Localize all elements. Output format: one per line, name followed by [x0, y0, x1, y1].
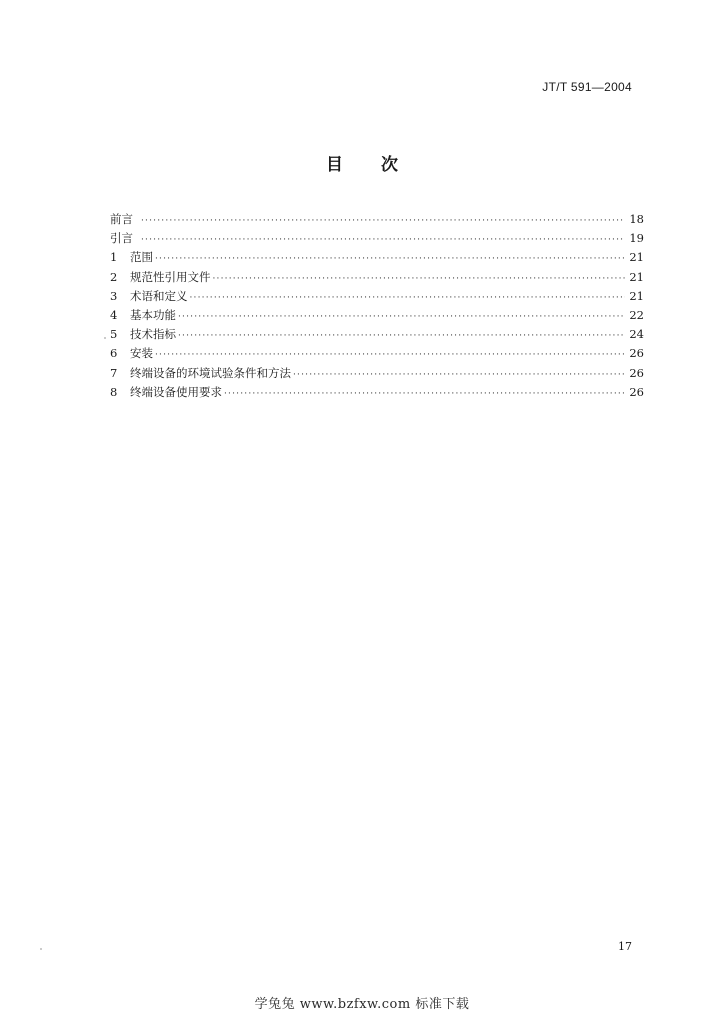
page-number: 17	[618, 940, 632, 953]
toc-entry-page: 21	[629, 269, 644, 284]
toc-entry-introduction[interactable]	[110, 229, 644, 248]
toc-leader-dots	[213, 270, 626, 289]
toc-entry-number: 3	[110, 288, 118, 303]
toc-entry-label: 术语和定义	[130, 288, 188, 303]
toc-entry-normative-references[interactable]	[110, 268, 644, 287]
toc-entry-page: 21	[629, 288, 644, 303]
toc-leader-dots	[224, 385, 625, 404]
toc-entry-label: 引言	[110, 231, 133, 246]
toc-entry-technical-indicators[interactable]	[110, 325, 644, 344]
toc-entry-number: 8	[110, 384, 118, 399]
toc-entry-number: 1	[110, 250, 118, 265]
toc-leader-dots	[293, 366, 625, 385]
toc-entry-label: 技术指标	[130, 327, 176, 342]
toc-entry-label: 终端设备使用要求	[130, 384, 222, 399]
toc-leader-dots	[178, 308, 625, 327]
toc-leader-dots	[190, 289, 626, 308]
toc-entry-number: 5	[110, 327, 118, 342]
toc-leader-dots	[178, 327, 625, 346]
toc-entry-number: 7	[110, 365, 118, 380]
toc-entry-label: 终端设备的环境试验条件和方法	[130, 365, 291, 380]
toc-leader-dots	[155, 250, 625, 269]
toc-entry-foreword[interactable]	[110, 210, 644, 229]
toc-entry-label: 范围	[130, 250, 153, 265]
toc-entry-basic-functions[interactable]	[110, 306, 644, 325]
toc-entry-scope[interactable]	[110, 248, 644, 267]
toc-entry-page: 26	[629, 365, 644, 380]
page-title: 目次	[326, 155, 436, 175]
toc-entry-page: 18	[629, 212, 644, 226]
toc-leader-dots	[141, 212, 625, 231]
toc-entry-label: 前言	[110, 212, 133, 226]
table-of-contents	[110, 210, 644, 402]
toc-entry-usage-requirements[interactable]	[110, 383, 644, 402]
toc-entry-label: 安装	[130, 346, 153, 361]
footer-watermark: 学兔兔 www.bzfxw.com 标准下载	[254, 997, 470, 1012]
toc-entry-label: 基本功能	[130, 307, 176, 322]
toc-leader-dots	[141, 231, 625, 250]
toc-entry-page: 24	[629, 327, 644, 342]
toc-entry-page: 22	[629, 307, 644, 322]
toc-entry-installation[interactable]	[110, 344, 644, 363]
toc-entry-terms-definitions[interactable]	[110, 287, 644, 306]
toc-entry-page: 26	[629, 346, 644, 361]
scan-speck	[40, 948, 42, 950]
toc-entry-environmental-tests[interactable]	[110, 364, 644, 383]
toc-entry-number: 2	[110, 269, 118, 284]
standard-code: JT/T 591—2004	[542, 80, 632, 94]
toc-entry-number: 6	[110, 346, 118, 361]
toc-entry-label: 规范性引用文件	[130, 269, 211, 284]
toc-entry-number: 4	[110, 307, 118, 322]
toc-entry-page: 26	[629, 384, 644, 399]
toc-entry-page: 21	[629, 250, 644, 265]
toc-entry-page: 19	[629, 231, 644, 246]
scan-speck	[104, 337, 106, 339]
